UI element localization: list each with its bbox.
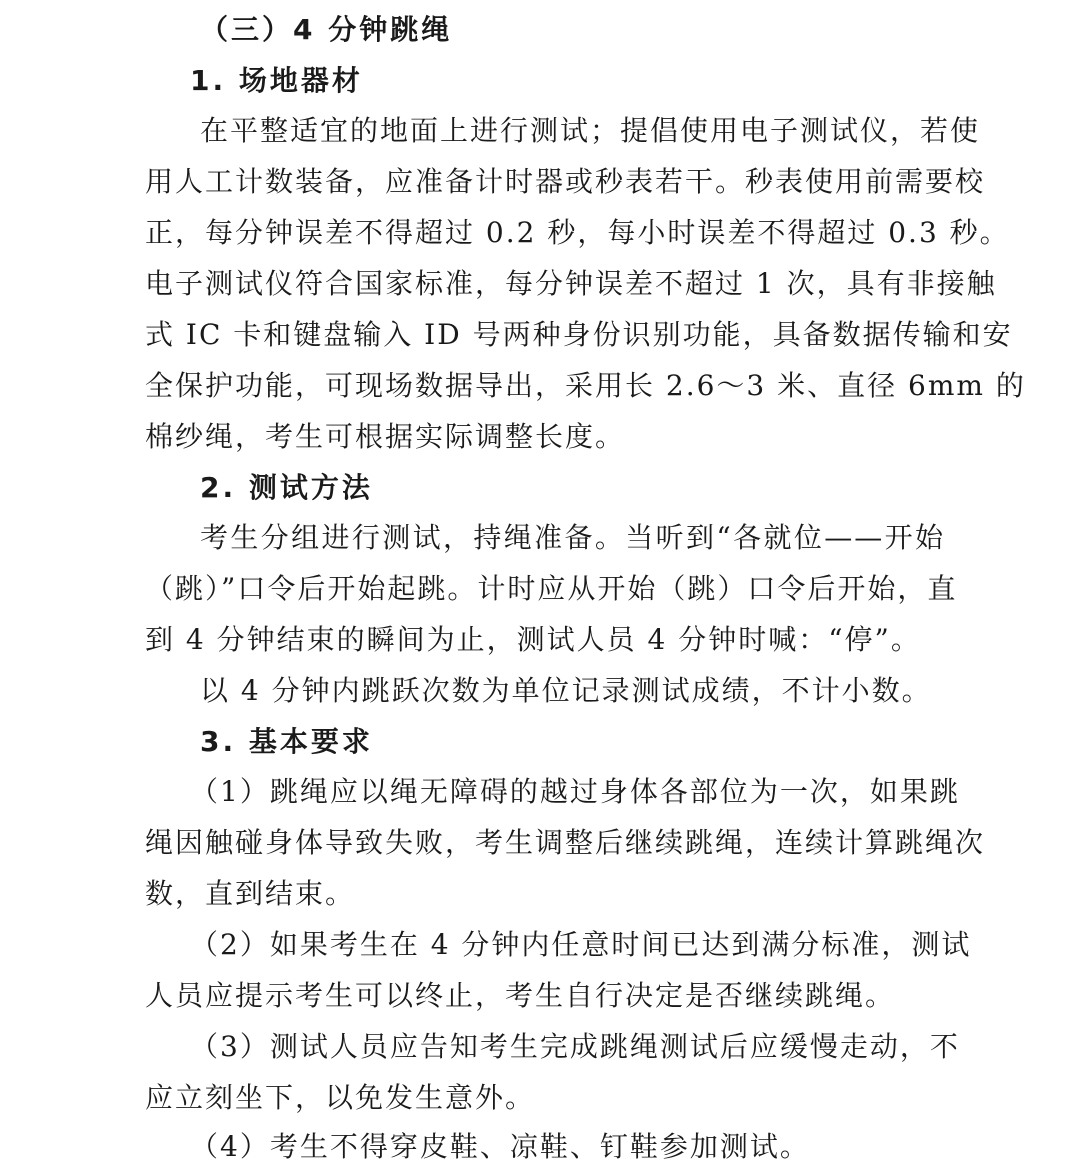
requirements-line-7: 应立刻坐下，以免发生意外。: [145, 1081, 536, 1114]
method-line-2: （跳）”口令后开始起跳。计时应从开始（跳）口令后开始，直: [145, 572, 958, 605]
equipment-line-1: 在平整适宜的地面上进行测试；提倡使用电子测试仪，若使: [200, 114, 981, 147]
requirements-line-6: （3）测试人员应告知考生完成跳绳测试后应缓慢走动，不: [190, 1030, 960, 1063]
requirements-line-1: （1）跳绳应以绳无障碍的越过身体各部位为一次，如果跳: [190, 775, 960, 808]
equipment-line-7: 棉纱绳，考生可根据实际调整长度。: [145, 420, 626, 453]
method-line-1: 考生分组进行测试，持绳准备。当听到“各就位——开始: [200, 521, 945, 554]
equipment-line-2: 用人工计数装备，应准备计时器或秒表若干。秒表使用前需要校: [145, 165, 986, 198]
requirements-line-2: 绳因触碰身体导致失败，考生调整后继续跳绳，连续计算跳绳次: [145, 826, 986, 859]
method-line-4: 以 4 分钟内跳跃次数为单位记录测试成绩，不计小数。: [200, 674, 932, 707]
method-line-3: 到 4 分钟结束的瞬间为止，测试人员 4 分钟时喊：“停”。: [145, 623, 921, 656]
requirements-line-3: 数，直到结束。: [145, 877, 356, 910]
requirements-line-5: 人员应提示考生可以终止，考生自行决定是否继续跳绳。: [145, 979, 896, 1012]
equipment-line-4: 电子测试仪符合国家标准，每分钟误差不超过 1 次，具有非接触: [145, 267, 997, 300]
requirements-line-8: （4）考生不得穿皮鞋、凉鞋、钉鞋参加测试。: [190, 1130, 810, 1163]
requirements-heading: 3. 基本要求: [200, 725, 373, 758]
equipment-line-5: 式 IC 卡和键盘输入 ID 号两种身份识别功能，具备数据传输和安: [145, 318, 1013, 351]
requirements-line-4: （2）如果考生在 4 分钟内任意时间已达到满分标准，测试: [190, 928, 972, 961]
equipment-heading: 1. 场地器材: [190, 64, 363, 97]
section-title: （三）4 分钟跳绳: [200, 13, 453, 46]
equipment-line-6: 全保护功能，可现场数据导出，采用长 2.6～3 米、直径 6mm 的: [145, 369, 1026, 402]
method-heading: 2. 测试方法: [200, 471, 373, 504]
equipment-line-3: 正，每分钟误差不得超过 0.2 秒，每小时误差不得超过 0.3 秒。: [145, 216, 1010, 249]
